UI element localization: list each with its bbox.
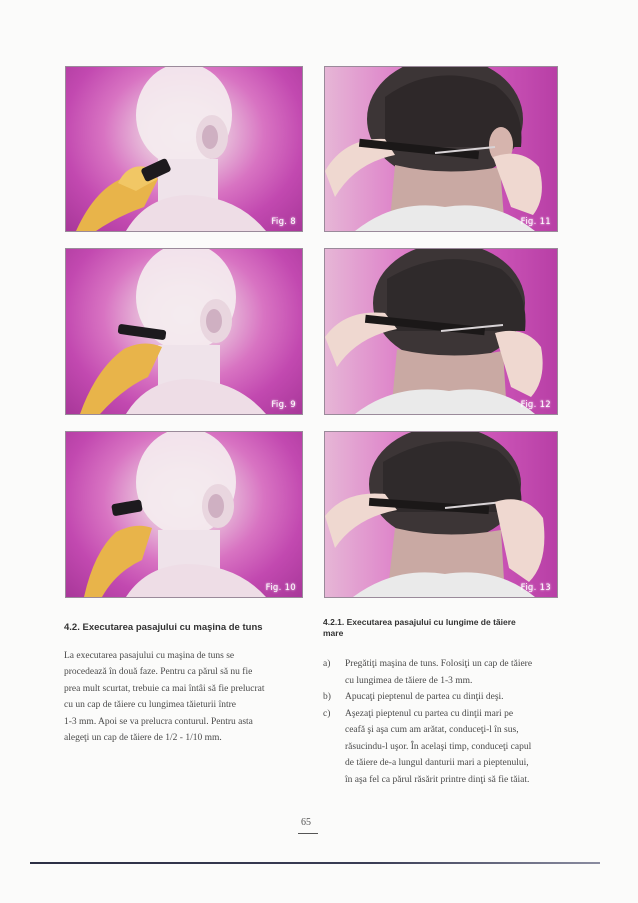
page-number: 65 [301,817,311,828]
subsection-heading-line: mare [323,628,344,638]
list-item [323,656,563,689]
figure-label: Fig. 10 [265,583,296,593]
mannequin-side-illustration [66,432,302,597]
figure-label: Fig. 13 [520,583,551,593]
list-item-line: Apucaţi pieptenul de partea cu dinţii deşi. [345,692,504,702]
mannequin-side-illustration [66,67,302,231]
photo-fig8 [65,66,303,232]
figure-label: Fig. 8 [271,217,296,227]
subsection-heading-line: 4.2.1. Executarea pasajului cu lungime de tăiere [323,617,516,627]
paragraph-line: cu un cap de tăiere cu lungimea tăieturii între [64,700,236,711]
mannequin-side-illustration [66,249,302,414]
paragraph-line: procedează în două faze. Pentru ca părul să nu fie [64,667,253,678]
list-item-line: cu lungimea de tăiere de 1-3 mm. [345,675,473,686]
list-item [323,689,563,706]
photo-fig10 [65,431,303,598]
list-item-letter: b) [323,692,331,702]
back-of-head-illustration [325,249,557,414]
figure-label: Fig. 11 [520,217,551,227]
back-of-head-illustration [325,67,557,231]
instruction-list [323,656,563,788]
section-heading: 4.2. Executarea pasajului cu maşina de tuns [64,622,263,633]
list-item-letter: a) [323,659,331,669]
list-item [323,706,563,789]
left-paragraph [64,648,304,746]
figure-label: Fig. 12 [520,400,551,410]
list-item-letter: c) [323,708,331,719]
photo-fig11 [324,66,558,232]
bottom-rule [30,862,600,864]
photo-fig12 [324,248,558,415]
figure-label: Fig. 9 [271,400,296,410]
paragraph-line: alegeţi un cap de tăiere de 1/2 - 1/10 mm. [64,733,222,744]
list-item-line: Aşezaţi pieptenul cu partea cu dinţii mari pe [345,708,514,719]
photo-fig9 [65,248,303,415]
list-item-line: răsucindu-l uşor. În acelaşi timp, conduceţi capul [345,741,532,752]
paragraph-line: 1-3 mm. Apoi se va prelucra conturul. Pentru asta [64,716,253,727]
back-of-head-illustration [325,432,557,597]
subsection-heading [323,617,516,639]
paragraph-line: prea mult scurtat, trebuie ca mai întâi să fie prelucrat [64,683,265,694]
list-item-line: în aşa fel ca părul răsărit printre dinţi să fie tăiat. [345,774,530,785]
page-number-underline [298,833,318,834]
photo-fig13 [324,431,558,598]
list-item-line: Pregătiţi maşina de tuns. Folosiţi un cap de tăiere [345,659,533,669]
list-item-line: ceafă şi aşa cum am arătat, conduceţi-l în sus, [345,725,519,735]
list-item-line: de tăiere de-a lungul danturii mari a pieptenului, [345,758,529,768]
paragraph-line: La executarea pasajului cu maşina de tuns se [64,651,235,661]
